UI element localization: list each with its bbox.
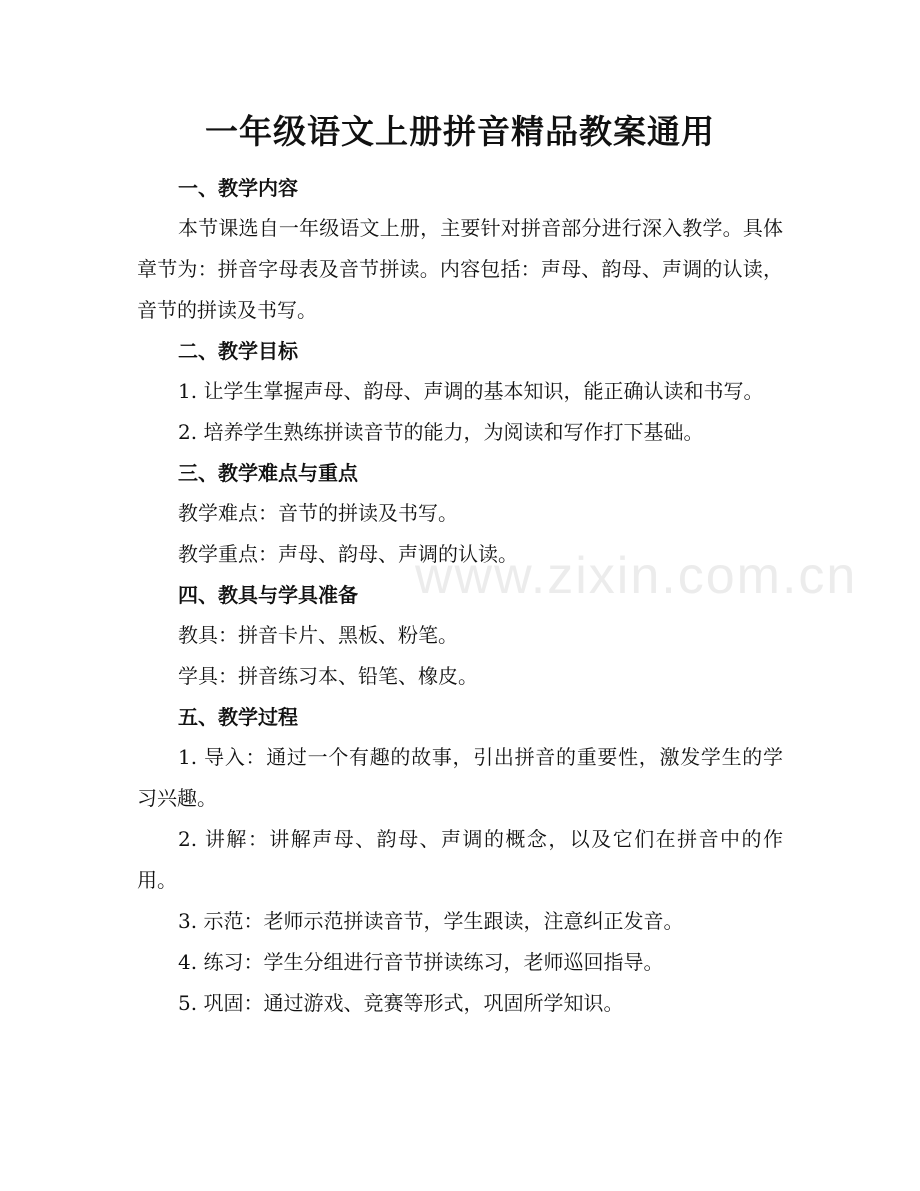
section-heading: 一、教学内容: [178, 176, 298, 200]
paragraph: 2. 培养学生熟练拼读音节的能力，为阅读和写作打下基础。: [178, 420, 704, 444]
paragraph: 教具：拼音卡片、黑板、粉笔。: [178, 623, 458, 647]
paragraph: 5. 巩固：通过游戏、竞赛等形式，巩固所学知识。: [178, 991, 624, 1015]
section-teaching-aids: [137, 575, 783, 697]
document-title: 一年级语文上册拼音精品教案通用: [205, 112, 715, 151]
section-difficulties-key-points: [137, 453, 783, 575]
paragraph: 教学难点：音节的拼读及书写。: [178, 501, 458, 525]
document-body: [137, 168, 783, 1024]
paragraph: 本节课选自一年级语文上册，主要针对拼音部分进行深入教学。具体章节为：拼音字母表及音节拼读。内容包括：声母、韵母、声调的认读，音节的拼读及书写。: [137, 216, 783, 322]
section-heading: 三、教学难点与重点: [178, 461, 358, 485]
section-heading: 二、教学目标: [178, 339, 298, 363]
paragraph: 3. 示范：老师示范拼读音节，学生跟读，注意纠正发音。: [178, 909, 684, 933]
paragraph: 1. 让学生掌握声母、韵母、声调的基本知识，能正确认读和书写。: [178, 379, 764, 403]
section-heading: 五、教学过程: [178, 705, 298, 729]
paragraph: 2. 讲解：讲解声母、韵母、声调的概念，以及它们在拼音中的作用。: [137, 827, 783, 892]
paragraph: 1. 导入：通过一个有趣的故事，引出拼音的重要性，激发学生的学习兴趣。: [137, 745, 783, 810]
section-teaching-goals: [137, 331, 783, 453]
section-heading: 四、教具与学具准备: [178, 583, 358, 607]
watermark-text: www.zixin.com.cn: [415, 547, 858, 605]
section-teaching-process: [137, 697, 783, 1024]
paragraph: 学具：拼音练习本、铅笔、橡皮。: [178, 664, 478, 688]
paragraph: 教学重点：声母、韵母、声调的认读。: [178, 542, 518, 566]
section-teaching-content: [137, 168, 783, 331]
paragraph: 4. 练习：学生分组进行音节拼读练习，老师巡回指导。: [178, 950, 664, 974]
